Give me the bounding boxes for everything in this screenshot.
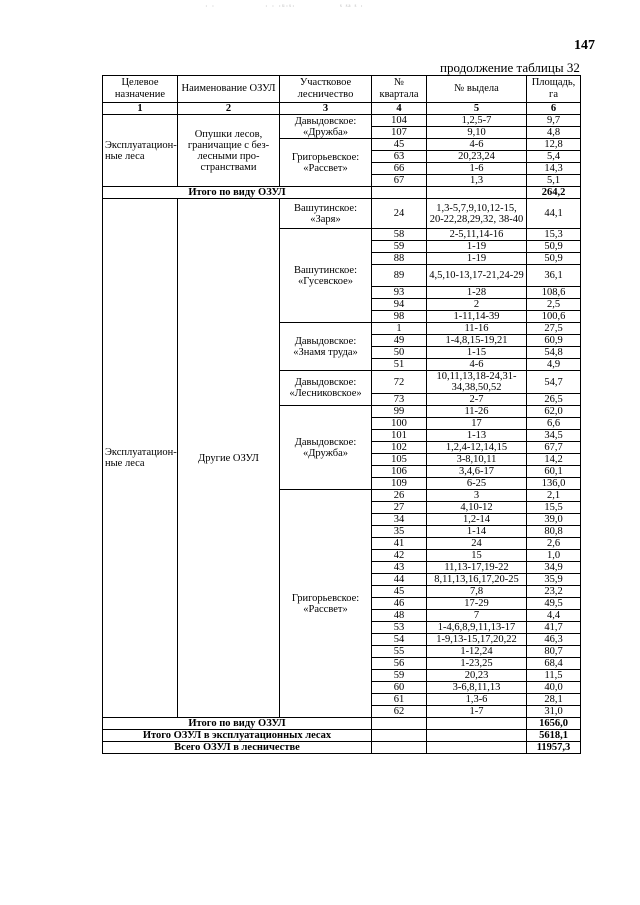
allotment-cell: 3,4,6-17 — [427, 466, 527, 478]
header-cell: Целевое назначение — [103, 76, 178, 103]
header-row — [103, 76, 581, 103]
area-cell: 108,6 — [527, 287, 581, 299]
area-cell: 60,9 — [527, 335, 581, 347]
allotment-cell: 1-19 — [427, 241, 527, 253]
quarter-cell: 58 — [372, 229, 427, 241]
subtotal-value: 264,2 — [527, 187, 581, 199]
quarter-cell: 66 — [372, 163, 427, 175]
area-cell: 31,0 — [527, 706, 581, 718]
quarter-cell: 101 — [372, 430, 427, 442]
quarter-cell: 102 — [372, 442, 427, 454]
ozul-table — [102, 75, 581, 754]
forestry-cell: Григорьевское: «Рассвет» — [280, 139, 372, 187]
grand-total-row — [103, 730, 581, 742]
allotment-cell: 1-12,24 — [427, 646, 527, 658]
scan-artifact: ˢ ˢᵃ ˢ · — [340, 2, 364, 11]
quarter-cell: 49 — [372, 335, 427, 347]
allotment-cell: 1,2-14 — [427, 514, 527, 526]
area-cell: 44,1 — [527, 199, 581, 229]
header-cell: Участковое лесничество — [280, 76, 372, 103]
allotment-cell: 1-7 — [427, 706, 527, 718]
allotment-cell: 1-6 — [427, 163, 527, 175]
quarter-cell: 88 — [372, 253, 427, 265]
allotment-cell: 1,2,5-7 — [427, 115, 527, 127]
allotment-cell: 11-26 — [427, 406, 527, 418]
forestry-cell: Давыдовское: «Дружба» — [280, 406, 372, 490]
quarter-cell: 107 — [372, 127, 427, 139]
area-cell: 49,5 — [527, 598, 581, 610]
scan-artifact: · · ·ᵘ·ˢ· — [265, 2, 296, 11]
forestry-cell: Давыдовское: «Знамя труда» — [280, 323, 372, 371]
allotment-cell: 4,5,10-13,17-21,24-29 — [427, 265, 527, 287]
area-cell: 5,1 — [527, 175, 581, 187]
allotment-cell: 3-8,10,11 — [427, 454, 527, 466]
area-cell: 5,4 — [527, 151, 581, 163]
quarter-cell: 46 — [372, 598, 427, 610]
quarter-cell: 61 — [372, 694, 427, 706]
forestry-cell: Вашутинское: «Заря» — [280, 199, 372, 229]
quarter-cell: 94 — [372, 299, 427, 311]
allotment-cell: 7 — [427, 610, 527, 622]
allotment-cell: 8,11,13,16,17,20-25 — [427, 574, 527, 586]
area-cell: 80,7 — [527, 646, 581, 658]
area-cell: 26,5 — [527, 394, 581, 406]
allotment-cell: 3-6,8,11,13 — [427, 682, 527, 694]
area-cell: 14,2 — [527, 454, 581, 466]
allotment-cell: 4,10-12 — [427, 502, 527, 514]
quarter-cell: 41 — [372, 538, 427, 550]
allotment-cell: 1-15 — [427, 347, 527, 359]
area-cell: 12,8 — [527, 139, 581, 151]
quarter-cell: 53 — [372, 622, 427, 634]
quarter-cell: 1 — [372, 323, 427, 335]
allotment-cell: 7,8 — [427, 586, 527, 598]
quarter-cell: 35 — [372, 526, 427, 538]
allotment-cell: 1-28 — [427, 287, 527, 299]
allotment-cell: 17 — [427, 418, 527, 430]
allotment-cell: 1-4,6,8,9,11,13-17 — [427, 622, 527, 634]
quarter-cell: 51 — [372, 359, 427, 371]
quarter-cell: 59 — [372, 670, 427, 682]
empty-cell — [372, 187, 427, 199]
forestry-cell: Давыдовское: «Дружба» — [280, 115, 372, 139]
allotment-cell: 3 — [427, 490, 527, 502]
area-cell: 50,9 — [527, 241, 581, 253]
allotment-cell: 15 — [427, 550, 527, 562]
ozul-name-cell: Опушки лесов, граничащие с без-лесными про-странствами — [178, 115, 280, 187]
area-cell: 28,1 — [527, 694, 581, 706]
area-cell: 60,1 — [527, 466, 581, 478]
quarter-cell: 45 — [372, 139, 427, 151]
empty-cell — [427, 718, 527, 730]
area-cell: 39,0 — [527, 514, 581, 526]
quarter-cell: 104 — [372, 115, 427, 127]
area-cell: 15,3 — [527, 229, 581, 241]
quarter-cell: 24 — [372, 199, 427, 229]
header-cell: № квартала — [372, 76, 427, 103]
area-cell: 54,8 — [527, 347, 581, 359]
column-number-cell: 6 — [527, 103, 581, 115]
area-cell: 4,8 — [527, 127, 581, 139]
quarter-cell: 89 — [372, 265, 427, 287]
allotment-cell: 24 — [427, 538, 527, 550]
quarter-cell: 60 — [372, 682, 427, 694]
header-cell: № выдела — [427, 76, 527, 103]
allotment-cell: 1,3 — [427, 175, 527, 187]
grand-total-row — [103, 742, 581, 754]
quarter-cell: 43 — [372, 562, 427, 574]
quarter-cell: 63 — [372, 151, 427, 163]
area-cell: 23,2 — [527, 586, 581, 598]
empty-cell — [427, 742, 527, 754]
empty-cell — [372, 730, 427, 742]
total-label: Всего ОЗУЛ в лесничестве — [103, 742, 372, 754]
table-continuation-caption: продолжение таблицы 32 — [440, 60, 580, 75]
allotment-cell: 4-6 — [427, 139, 527, 151]
column-number-row — [103, 103, 581, 115]
quarter-cell: 109 — [372, 478, 427, 490]
area-cell: 6,6 — [527, 418, 581, 430]
quarter-cell: 93 — [372, 287, 427, 299]
quarter-cell: 99 — [372, 406, 427, 418]
allotment-cell: 1,3-6 — [427, 694, 527, 706]
allotment-cell: 1,2,4-12,14,15 — [427, 442, 527, 454]
total-label: Итого ОЗУЛ в эксплуатационных лесах — [103, 730, 372, 742]
column-number-cell: 3 — [280, 103, 372, 115]
area-cell: 35,9 — [527, 574, 581, 586]
allotment-cell: 2 — [427, 299, 527, 311]
allotment-cell: 1-13 — [427, 430, 527, 442]
allotment-cell: 1-11,14-39 — [427, 311, 527, 323]
subtotal-row — [103, 718, 581, 730]
quarter-cell: 56 — [372, 658, 427, 670]
empty-cell — [372, 718, 427, 730]
allotment-cell: 11-16 — [427, 323, 527, 335]
header-cell: Площадь, га — [527, 76, 581, 103]
purpose-cell: Эксплуатацион-ные леса — [103, 199, 178, 718]
area-cell: 36,1 — [527, 265, 581, 287]
forestry-cell: Давыдовское: «Лесниковское» — [280, 371, 372, 406]
area-cell: 100,6 — [527, 311, 581, 323]
forestry-cell: Вашутинское: «Гусевское» — [280, 229, 372, 323]
area-cell: 34,9 — [527, 562, 581, 574]
allotment-cell: 1,3-5,7,9,10,12-15, 20-22,28,29,32, 38-40 — [427, 199, 527, 229]
allotment-cell: 17-29 — [427, 598, 527, 610]
quarter-cell: 105 — [372, 454, 427, 466]
scan-artifact: · · — [205, 2, 216, 11]
allotment-cell: 11,13-17,19-22 — [427, 562, 527, 574]
purpose-cell: Эксплуатацион-ные леса — [103, 115, 178, 187]
quarter-cell: 73 — [372, 394, 427, 406]
table-row — [103, 115, 581, 127]
area-cell: 34,5 — [527, 430, 581, 442]
subtotal-row — [103, 187, 581, 199]
area-cell: 62,0 — [527, 406, 581, 418]
allotment-cell: 10,11,13,18-24,31-34,38,50,52 — [427, 371, 527, 394]
column-number-cell: 1 — [103, 103, 178, 115]
allotment-cell: 6-25 — [427, 478, 527, 490]
quarter-cell: 44 — [372, 574, 427, 586]
quarter-cell: 45 — [372, 586, 427, 598]
column-number-cell: 5 — [427, 103, 527, 115]
area-cell: 46,3 — [527, 634, 581, 646]
area-cell: 9,7 — [527, 115, 581, 127]
allotment-cell: 1-14 — [427, 526, 527, 538]
area-cell: 80,8 — [527, 526, 581, 538]
quarter-cell: 72 — [372, 371, 427, 394]
allotment-cell: 20,23 — [427, 670, 527, 682]
allotment-cell: 2-5,11,14-16 — [427, 229, 527, 241]
ozul-name-cell: Другие ОЗУЛ — [178, 199, 280, 718]
quarter-cell: 26 — [372, 490, 427, 502]
quarter-cell: 100 — [372, 418, 427, 430]
quarter-cell: 59 — [372, 241, 427, 253]
area-cell: 1,0 — [527, 550, 581, 562]
subtotal-label: Итого по виду ОЗУЛ — [103, 718, 372, 730]
area-cell: 67,7 — [527, 442, 581, 454]
quarter-cell: 42 — [372, 550, 427, 562]
area-cell: 136,0 — [527, 478, 581, 490]
quarter-cell: 54 — [372, 634, 427, 646]
header-cell: Наименование ОЗУЛ — [178, 76, 280, 103]
quarter-cell: 27 — [372, 502, 427, 514]
allotment-cell: 1-4,8,15-19,21 — [427, 335, 527, 347]
subtotal-value: 1656,0 — [527, 718, 581, 730]
quarter-cell: 67 — [372, 175, 427, 187]
quarter-cell: 98 — [372, 311, 427, 323]
allotment-cell: 4-6 — [427, 359, 527, 371]
column-number-cell: 4 — [372, 103, 427, 115]
area-cell: 54,7 — [527, 371, 581, 394]
area-cell: 14,3 — [527, 163, 581, 175]
area-cell: 4,9 — [527, 359, 581, 371]
area-cell: 2,6 — [527, 538, 581, 550]
quarter-cell: 48 — [372, 610, 427, 622]
area-cell: 27,5 — [527, 323, 581, 335]
area-cell: 41,7 — [527, 622, 581, 634]
area-cell: 15,5 — [527, 502, 581, 514]
area-cell: 2,5 — [527, 299, 581, 311]
page-number: 147 — [574, 38, 595, 53]
empty-cell — [427, 730, 527, 742]
allotment-cell: 2-7 — [427, 394, 527, 406]
empty-cell — [372, 742, 427, 754]
area-cell: 50,9 — [527, 253, 581, 265]
empty-cell — [427, 187, 527, 199]
quarter-cell: 62 — [372, 706, 427, 718]
total-value: 5618,1 — [527, 730, 581, 742]
allotment-cell: 9,10 — [427, 127, 527, 139]
area-cell: 11,5 — [527, 670, 581, 682]
quarter-cell: 106 — [372, 466, 427, 478]
allotment-cell: 1-9,13-15,17,20,22 — [427, 634, 527, 646]
area-cell: 40,0 — [527, 682, 581, 694]
forestry-cell: Григорьевское: «Рассвет» — [280, 490, 372, 718]
area-cell: 2,1 — [527, 490, 581, 502]
total-value: 11957,3 — [527, 742, 581, 754]
allotment-cell: 1-23,25 — [427, 658, 527, 670]
area-cell: 68,4 — [527, 658, 581, 670]
allotment-cell: 1-19 — [427, 253, 527, 265]
area-cell: 4,4 — [527, 610, 581, 622]
quarter-cell: 55 — [372, 646, 427, 658]
quarter-cell: 34 — [372, 514, 427, 526]
subtotal-label: Итого по виду ОЗУЛ — [103, 187, 372, 199]
quarter-cell: 50 — [372, 347, 427, 359]
table-row — [103, 199, 581, 229]
column-number-cell: 2 — [178, 103, 280, 115]
allotment-cell: 20,23,24 — [427, 151, 527, 163]
